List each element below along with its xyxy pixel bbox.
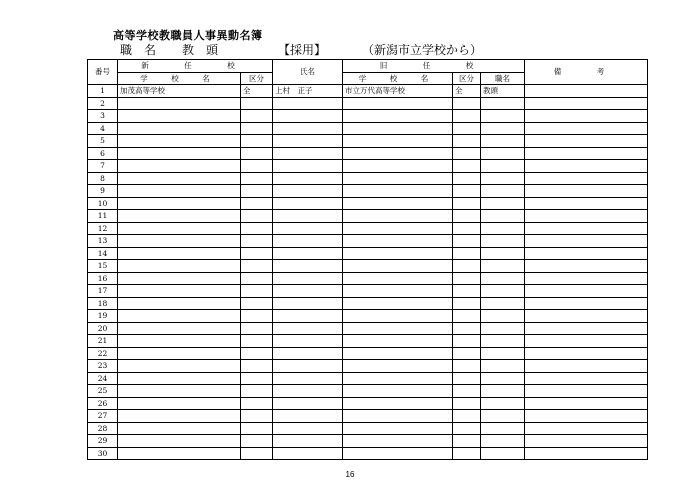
remarks-cell <box>525 97 648 110</box>
old-school-cell <box>343 360 453 373</box>
row-number: 1 <box>88 85 118 98</box>
remarks-cell <box>525 335 648 348</box>
row-number: 24 <box>88 372 118 385</box>
table-row <box>88 147 648 160</box>
remarks-cell <box>525 410 648 423</box>
old-division-cell <box>453 435 481 448</box>
old-school-cell <box>343 372 453 385</box>
row-number: 5 <box>88 135 118 148</box>
name-cell <box>273 147 343 160</box>
subtitle-line <box>120 41 482 58</box>
table-row <box>88 247 648 260</box>
old-school-cell <box>343 160 453 173</box>
table-row <box>88 85 648 98</box>
old-position-cell <box>481 110 525 123</box>
remarks-cell <box>525 185 648 198</box>
header-new-division: 区分 <box>241 72 273 85</box>
old-position-cell <box>481 422 525 435</box>
remarks-cell <box>525 147 648 160</box>
old-division-cell <box>453 297 481 310</box>
row-number: 6 <box>88 147 118 160</box>
name-cell <box>273 97 343 110</box>
name-cell <box>273 422 343 435</box>
new-school-cell <box>118 347 241 360</box>
row-number: 25 <box>88 385 118 398</box>
new-school-cell <box>118 397 241 410</box>
row-number: 29 <box>88 435 118 448</box>
new-school-cell <box>118 160 241 173</box>
new-school-cell <box>118 260 241 273</box>
table-row <box>88 135 648 148</box>
old-school-cell <box>343 97 453 110</box>
page-number: 16 <box>345 470 355 479</box>
name-cell <box>273 347 343 360</box>
new-school-cell <box>118 147 241 160</box>
new-school-cell <box>118 210 241 223</box>
table-row <box>88 422 648 435</box>
new-school-cell <box>118 310 241 323</box>
name-cell <box>273 310 343 323</box>
remarks-cell <box>525 210 648 223</box>
row-number: 11 <box>88 210 118 223</box>
header-old-school-name: 学 校 名 <box>343 72 453 85</box>
old-division-cell <box>453 210 481 223</box>
name-cell <box>273 285 343 298</box>
name-cell <box>273 172 343 185</box>
old-school-cell <box>343 447 453 460</box>
remarks-cell <box>525 322 648 335</box>
old-position-cell <box>481 447 525 460</box>
row-number: 2 <box>88 97 118 110</box>
old-position-cell <box>481 272 525 285</box>
old-position-cell <box>481 335 525 348</box>
old-position-cell <box>481 372 525 385</box>
table-row <box>88 185 648 198</box>
old-school-cell <box>343 297 453 310</box>
old-position-cell <box>481 197 525 210</box>
row-number: 26 <box>88 397 118 410</box>
new-school-cell <box>118 360 241 373</box>
new-division-cell <box>241 197 273 210</box>
old-division-cell <box>453 172 481 185</box>
old-division-cell <box>453 372 481 385</box>
new-division-cell <box>241 147 273 160</box>
row-number: 16 <box>88 272 118 285</box>
new-school-cell <box>118 447 241 460</box>
row-number: 27 <box>88 410 118 423</box>
table-row <box>88 447 648 460</box>
old-division-cell <box>453 197 481 210</box>
new-school-cell <box>118 410 241 423</box>
table-body <box>88 85 648 460</box>
new-division-cell <box>241 285 273 298</box>
remarks-cell <box>525 135 648 148</box>
new-school-cell <box>118 235 241 248</box>
old-position-cell <box>481 410 525 423</box>
old-position-cell <box>481 347 525 360</box>
name-cell <box>273 247 343 260</box>
new-division-cell <box>241 410 273 423</box>
new-school-cell: 加茂高等学校 <box>118 85 241 98</box>
source-note: （新潟市立学校から） <box>362 43 483 57</box>
old-division-cell <box>453 385 481 398</box>
new-division-cell <box>241 372 273 385</box>
old-division-cell <box>453 185 481 198</box>
table-row <box>88 235 648 248</box>
table-row <box>88 347 648 360</box>
row-number: 8 <box>88 172 118 185</box>
old-school-cell <box>343 385 453 398</box>
old-school-cell <box>343 110 453 123</box>
old-position-cell <box>481 260 525 273</box>
new-school-cell <box>118 97 241 110</box>
old-division-cell <box>453 272 481 285</box>
table-row <box>88 322 648 335</box>
old-school-cell <box>343 135 453 148</box>
old-school-cell <box>343 310 453 323</box>
name-cell <box>273 385 343 398</box>
new-division-cell <box>241 335 273 348</box>
name-cell <box>273 185 343 198</box>
old-school-cell <box>343 222 453 235</box>
table-row <box>88 122 648 135</box>
old-position-cell <box>481 435 525 448</box>
old-division-cell <box>453 360 481 373</box>
name-cell <box>273 110 343 123</box>
name-cell <box>273 235 343 248</box>
old-school-cell <box>343 122 453 135</box>
row-number: 14 <box>88 247 118 260</box>
name-cell <box>273 160 343 173</box>
old-school-cell <box>343 347 453 360</box>
new-division-cell <box>241 447 273 460</box>
old-school-cell <box>343 260 453 273</box>
remarks-cell <box>525 235 648 248</box>
new-division-cell <box>241 122 273 135</box>
new-school-cell <box>118 285 241 298</box>
name-cell <box>273 210 343 223</box>
name-cell <box>273 397 343 410</box>
old-school-cell <box>343 272 453 285</box>
table-row <box>88 410 648 423</box>
name-cell <box>273 272 343 285</box>
header-new-school: 新 任 校 <box>118 60 273 73</box>
new-school-cell <box>118 185 241 198</box>
header-number: 番号 <box>88 60 118 85</box>
new-division-cell <box>241 322 273 335</box>
table-row <box>88 160 648 173</box>
table-row <box>88 335 648 348</box>
old-division-cell <box>453 235 481 248</box>
row-number: 15 <box>88 260 118 273</box>
old-division-cell <box>453 422 481 435</box>
old-division-cell <box>453 322 481 335</box>
new-division-cell: 全 <box>241 85 273 98</box>
name-cell <box>273 410 343 423</box>
table-row <box>88 285 648 298</box>
old-position-cell <box>481 322 525 335</box>
old-position-cell <box>481 385 525 398</box>
remarks-cell <box>525 222 648 235</box>
new-division-cell <box>241 385 273 398</box>
name-cell: 上村 正子 <box>273 85 343 98</box>
old-position-cell <box>481 135 525 148</box>
remarks-cell <box>525 110 648 123</box>
old-school-cell <box>343 210 453 223</box>
new-division-cell <box>241 347 273 360</box>
row-number: 20 <box>88 322 118 335</box>
remarks-cell <box>525 422 648 435</box>
name-cell <box>273 122 343 135</box>
new-school-cell <box>118 110 241 123</box>
new-division-cell <box>241 360 273 373</box>
new-division-cell <box>241 210 273 223</box>
row-number: 12 <box>88 222 118 235</box>
header-name: 氏名 <box>273 60 343 85</box>
remarks-cell <box>525 85 648 98</box>
header-remarks: 備 考 <box>525 60 648 85</box>
old-school-cell <box>343 322 453 335</box>
old-division-cell <box>453 397 481 410</box>
new-school-cell <box>118 322 241 335</box>
name-cell <box>273 335 343 348</box>
old-division-cell <box>453 347 481 360</box>
old-division-cell: 全 <box>453 85 481 98</box>
row-number: 21 <box>88 335 118 348</box>
old-division-cell <box>453 122 481 135</box>
old-position-cell <box>481 210 525 223</box>
row-number: 3 <box>88 110 118 123</box>
name-cell <box>273 322 343 335</box>
name-cell <box>273 135 343 148</box>
table-row <box>88 197 648 210</box>
old-division-cell <box>453 247 481 260</box>
old-division-cell <box>453 285 481 298</box>
row-number: 30 <box>88 447 118 460</box>
remarks-cell <box>525 447 648 460</box>
row-number: 7 <box>88 160 118 173</box>
old-position-cell <box>481 147 525 160</box>
old-division-cell <box>453 135 481 148</box>
table-row <box>88 172 648 185</box>
category-tag: 【採用】 <box>278 43 327 57</box>
position-value: 教 頭 <box>182 43 219 57</box>
personnel-table <box>87 59 648 460</box>
old-school-cell <box>343 197 453 210</box>
remarks-cell <box>525 160 648 173</box>
remarks-cell <box>525 310 648 323</box>
name-cell <box>273 197 343 210</box>
remarks-cell <box>525 247 648 260</box>
old-division-cell <box>453 260 481 273</box>
table-row <box>88 260 648 273</box>
old-position-cell <box>481 247 525 260</box>
new-school-cell <box>118 197 241 210</box>
old-school-cell <box>343 397 453 410</box>
new-school-cell <box>118 385 241 398</box>
old-position-cell <box>481 222 525 235</box>
old-division-cell <box>453 310 481 323</box>
new-division-cell <box>241 435 273 448</box>
new-school-cell <box>118 122 241 135</box>
remarks-cell <box>525 297 648 310</box>
old-school-cell <box>343 147 453 160</box>
new-division-cell <box>241 185 273 198</box>
new-division-cell <box>241 135 273 148</box>
new-school-cell <box>118 297 241 310</box>
new-school-cell <box>118 222 241 235</box>
old-school-cell <box>343 172 453 185</box>
name-cell <box>273 222 343 235</box>
new-division-cell <box>241 160 273 173</box>
new-school-cell <box>118 247 241 260</box>
new-division-cell <box>241 97 273 110</box>
remarks-cell <box>525 360 648 373</box>
position-label: 職 名 <box>120 43 157 57</box>
old-division-cell <box>453 447 481 460</box>
old-school-cell <box>343 422 453 435</box>
table-row <box>88 310 648 323</box>
name-cell <box>273 435 343 448</box>
new-division-cell <box>241 260 273 273</box>
row-number: 19 <box>88 310 118 323</box>
new-division-cell <box>241 272 273 285</box>
old-division-cell <box>453 335 481 348</box>
new-division-cell <box>241 235 273 248</box>
old-division-cell <box>453 222 481 235</box>
old-division-cell <box>453 160 481 173</box>
table-row <box>88 110 648 123</box>
row-number: 13 <box>88 235 118 248</box>
new-division-cell <box>241 422 273 435</box>
table-row <box>88 222 648 235</box>
table-row <box>88 360 648 373</box>
row-number: 10 <box>88 197 118 210</box>
remarks-cell <box>525 260 648 273</box>
old-position-cell <box>481 235 525 248</box>
old-position-cell: 教頭 <box>481 85 525 98</box>
remarks-cell <box>525 272 648 285</box>
old-school-cell <box>343 435 453 448</box>
old-position-cell <box>481 360 525 373</box>
old-position-cell <box>481 297 525 310</box>
remarks-cell <box>525 372 648 385</box>
name-cell <box>273 297 343 310</box>
new-division-cell <box>241 397 273 410</box>
table-row <box>88 435 648 448</box>
row-number: 17 <box>88 285 118 298</box>
new-division-cell <box>241 310 273 323</box>
new-school-cell <box>118 372 241 385</box>
table-row <box>88 297 648 310</box>
new-school-cell <box>118 335 241 348</box>
name-cell <box>273 447 343 460</box>
row-number: 9 <box>88 185 118 198</box>
remarks-cell <box>525 347 648 360</box>
old-division-cell <box>453 410 481 423</box>
old-division-cell <box>453 147 481 160</box>
old-position-cell <box>481 285 525 298</box>
name-cell <box>273 372 343 385</box>
table-row <box>88 372 648 385</box>
table-row <box>88 97 648 110</box>
old-position-cell <box>481 160 525 173</box>
header-row-top <box>88 60 648 73</box>
old-position-cell <box>481 185 525 198</box>
new-school-cell <box>118 422 241 435</box>
row-number: 28 <box>88 422 118 435</box>
new-division-cell <box>241 247 273 260</box>
old-position-cell <box>481 97 525 110</box>
old-school-cell <box>343 335 453 348</box>
header-old-position: 職名 <box>481 72 525 85</box>
old-position-cell <box>481 310 525 323</box>
old-position-cell <box>481 172 525 185</box>
old-school-cell <box>343 410 453 423</box>
new-division-cell <box>241 110 273 123</box>
remarks-cell <box>525 197 648 210</box>
old-position-cell <box>481 397 525 410</box>
header-new-school-name: 学 校 名 <box>118 72 241 85</box>
old-school-cell <box>343 185 453 198</box>
table-row <box>88 272 648 285</box>
name-cell <box>273 360 343 373</box>
remarks-cell <box>525 385 648 398</box>
new-school-cell <box>118 172 241 185</box>
name-cell <box>273 260 343 273</box>
old-school-cell <box>343 247 453 260</box>
new-school-cell <box>118 272 241 285</box>
new-division-cell <box>241 172 273 185</box>
new-school-cell <box>118 135 241 148</box>
row-number: 4 <box>88 122 118 135</box>
new-school-cell <box>118 435 241 448</box>
table-row <box>88 210 648 223</box>
old-school-cell: 市立万代高等学校 <box>343 85 453 98</box>
old-division-cell <box>453 110 481 123</box>
remarks-cell <box>525 122 648 135</box>
table-row <box>88 385 648 398</box>
table-row <box>88 397 648 410</box>
header-old-school: 旧 任 校 <box>343 60 525 73</box>
row-number: 22 <box>88 347 118 360</box>
remarks-cell <box>525 285 648 298</box>
header-old-division: 区分 <box>453 72 481 85</box>
new-division-cell <box>241 297 273 310</box>
old-division-cell <box>453 97 481 110</box>
old-school-cell <box>343 235 453 248</box>
document-title: 高等学校教職員人事異動名簿 <box>113 29 263 42</box>
new-division-cell <box>241 222 273 235</box>
old-school-cell <box>343 285 453 298</box>
remarks-cell <box>525 172 648 185</box>
remarks-cell <box>525 397 648 410</box>
row-number: 18 <box>88 297 118 310</box>
row-number: 23 <box>88 360 118 373</box>
old-position-cell <box>481 122 525 135</box>
remarks-cell <box>525 435 648 448</box>
